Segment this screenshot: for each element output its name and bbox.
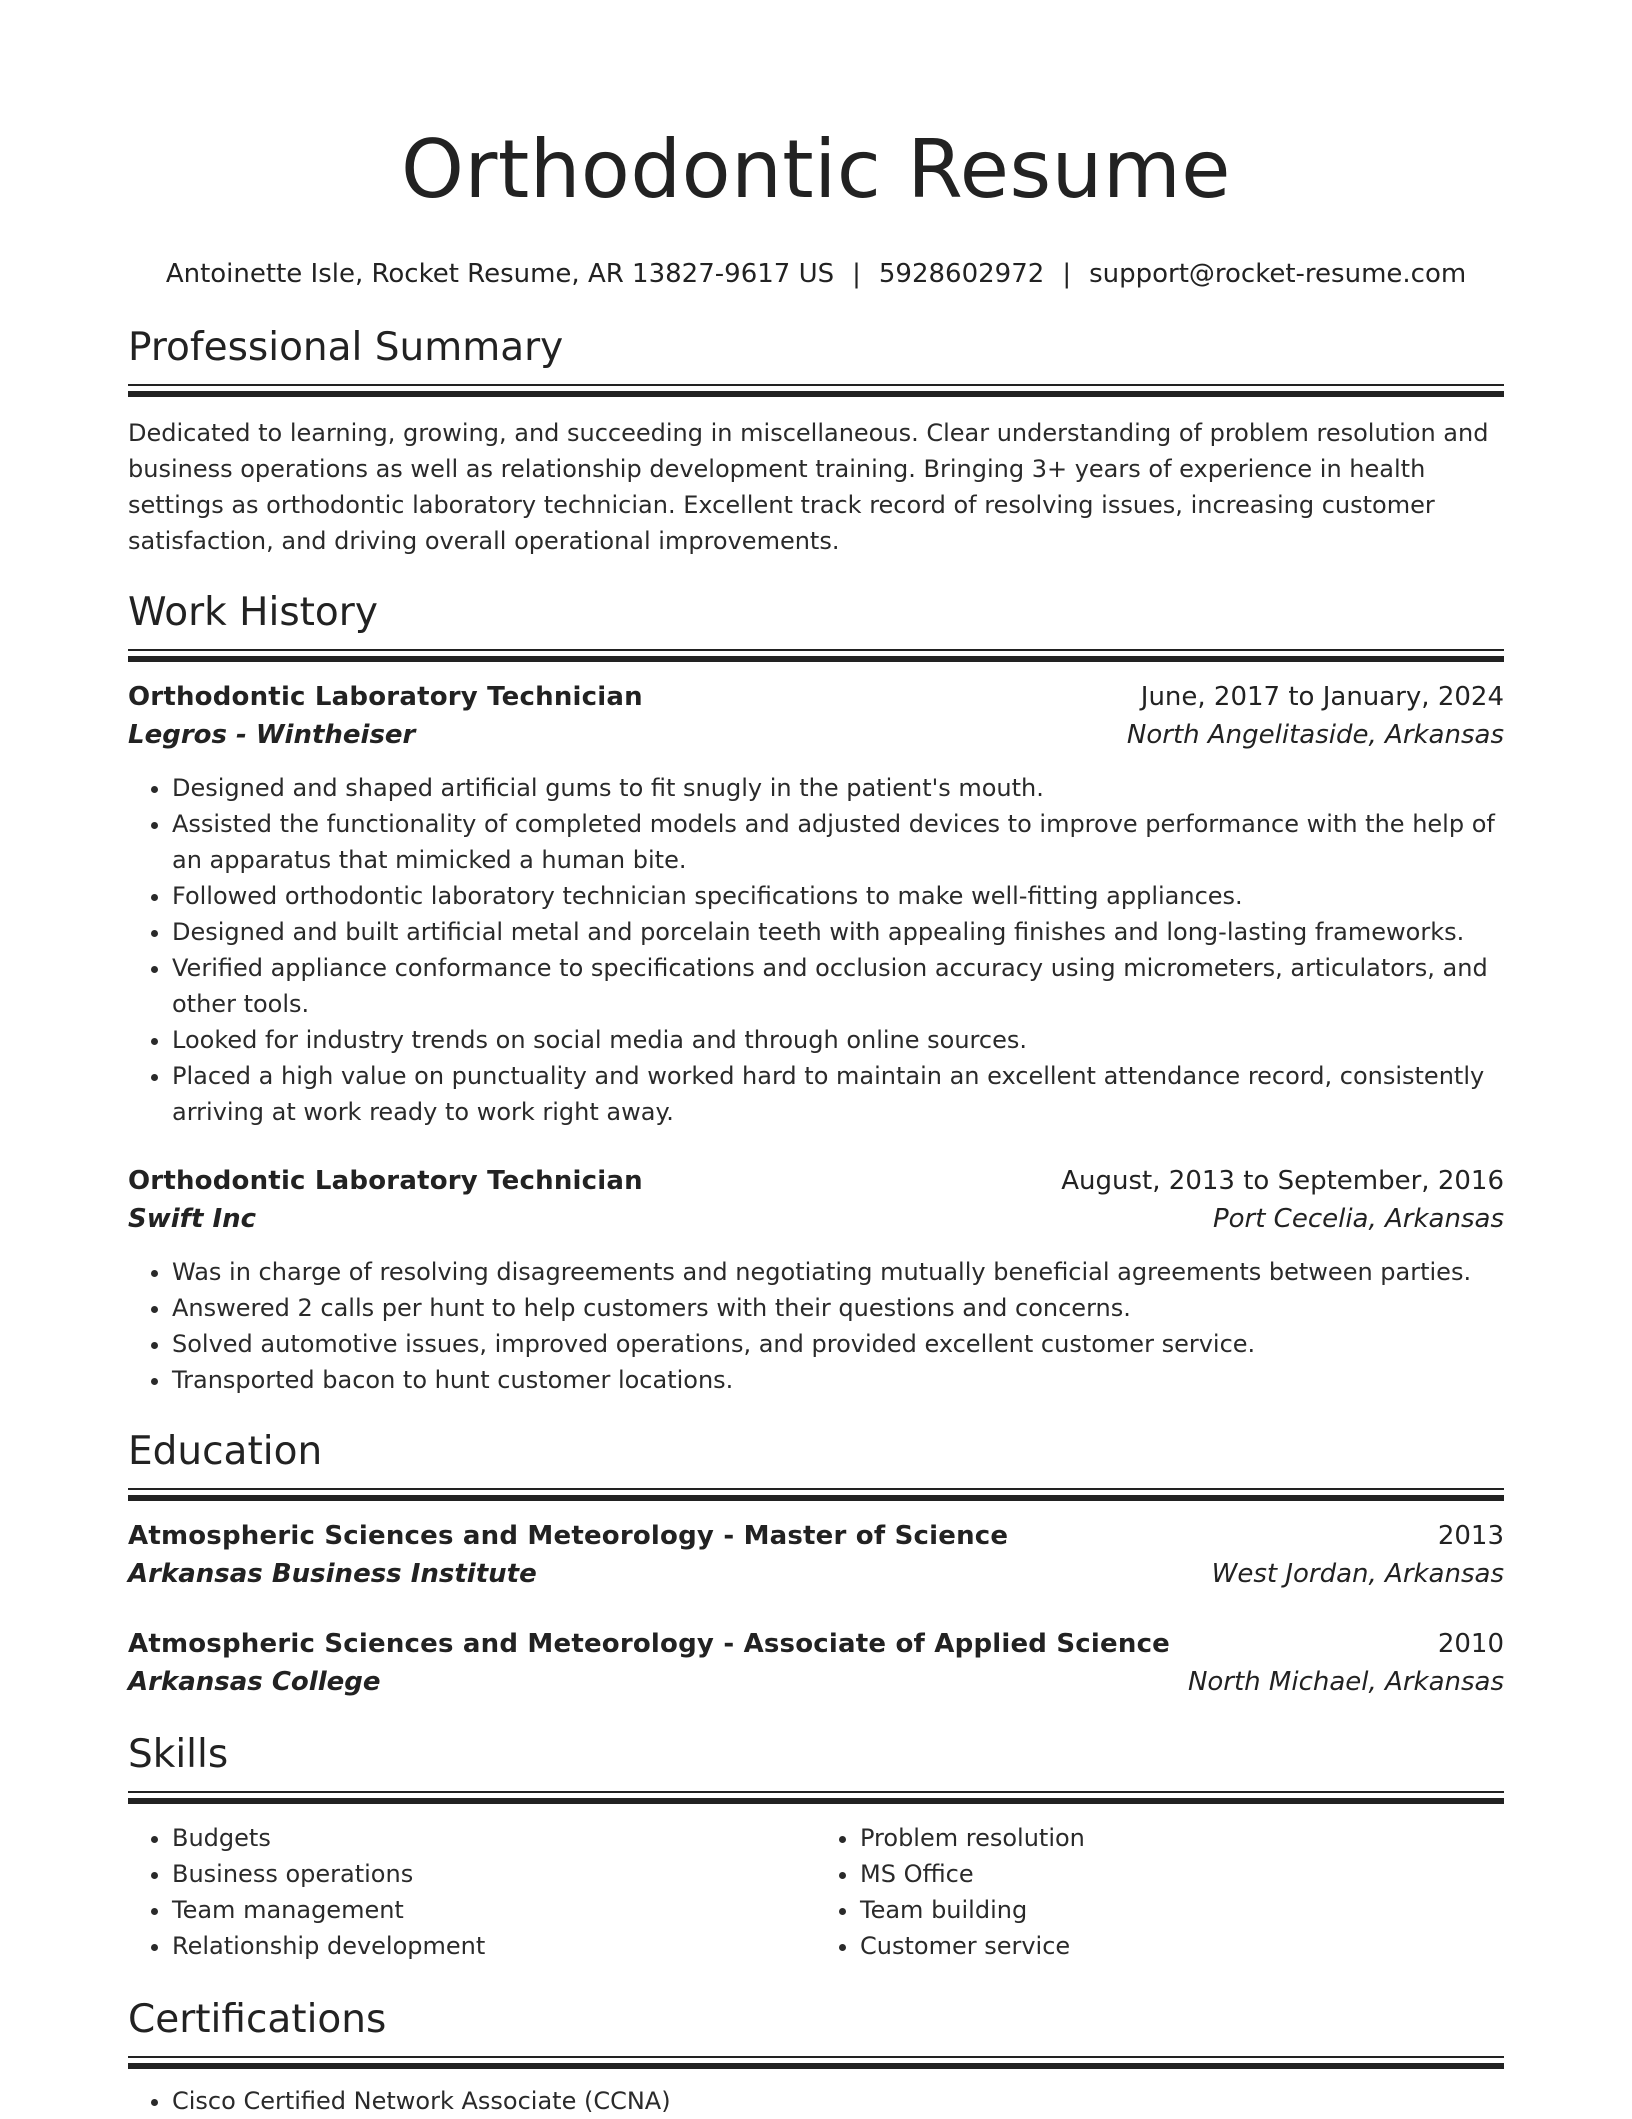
skill-item: • Business operations <box>172 1856 816 1892</box>
job-header-row <box>128 1162 1504 1200</box>
education-degree: Atmospheric Sciences and Meteorology - Associate of Applied Science <box>128 1629 1171 1659</box>
job-bullets <box>128 770 1504 1130</box>
job-entry <box>128 1162 1504 1398</box>
education-location: North Michael, Arkansas <box>1187 1667 1504 1697</box>
list-item: • Followed orthodontic laboratory technician specifications to make well-fitting appliances. <box>172 878 1504 914</box>
section-title-summary: Professional Summary <box>128 325 564 370</box>
list-item: • Answered 2 calls per hunt to help customers with their questions and concerns. <box>172 1290 1504 1326</box>
skill-item: • Problem resolution <box>860 1820 1504 1856</box>
job-company: Legros - Wintheiser <box>128 720 416 750</box>
contact-separator: | <box>1062 259 1072 289</box>
section-certifications <box>128 1996 1504 2119</box>
contact-phone: 5928602972 <box>878 259 1045 289</box>
section-education <box>128 1428 1504 1701</box>
contact-separator: | <box>852 259 861 289</box>
job-company-row <box>128 1200 1504 1238</box>
section-summary <box>128 324 1504 559</box>
job-bullets <box>128 1254 1504 1398</box>
list-item: • Placed a high value on punctuality and worked hard to maintain an excellent attendance record, consistently arriving at work ready to work right away. <box>172 1058 1504 1130</box>
education-school-row <box>128 1663 1504 1701</box>
education-location: West Jordan, Arkansas <box>1211 1559 1504 1589</box>
job-dates: June, 2017 to January, 2024 <box>1140 682 1504 712</box>
education-degree: Atmospheric Sciences and Meteorology - Master of Science <box>128 1521 1009 1551</box>
certification-item: • Cisco Certified Network Associate (CCNA) <box>172 2083 1504 2119</box>
list-item: • Transported bacon to hunt customer locations. <box>172 1362 1504 1398</box>
section-title-work-history: Work History <box>128 590 378 635</box>
list-item: • Looked for industry trends on social media and through online sources. <box>172 1022 1504 1058</box>
section-divider <box>128 1488 1504 1501</box>
certifications-list <box>128 2083 1504 2119</box>
list-item: • Was in charge of resolving disagreements and negotiating mutually beneficial agreements between parties. <box>172 1254 1504 1290</box>
section-title-skills: Skills <box>128 1732 229 1777</box>
list-item: • Assisted the functionality of completed models and adjusted devices to improve performance with the help of an apparatus that mimicked a human bite. <box>172 806 1504 878</box>
skill-item: • Team building <box>860 1892 1504 1928</box>
education-school-row <box>128 1555 1504 1593</box>
skill-item: • Customer service <box>860 1928 1504 1964</box>
job-company: Swift Inc <box>128 1204 257 1234</box>
job-entry <box>128 678 1504 1130</box>
skills-list-right <box>816 1820 1504 1964</box>
section-title-certifications: Certifications <box>128 1997 387 2042</box>
skill-item: • Team management <box>172 1892 816 1928</box>
section-skills <box>128 1731 1504 1964</box>
job-header-row <box>128 678 1504 716</box>
section-title-education: Education <box>128 1429 323 1474</box>
job-company-row <box>128 716 1504 754</box>
skill-item: • Budgets <box>172 1820 816 1856</box>
job-location: North Angelitaside, Arkansas <box>1126 720 1504 750</box>
skill-item: • Relationship development <box>172 1928 816 1964</box>
list-item: • Designed and shaped artificial gums to fit snugly in the patient's mouth. <box>172 770 1504 806</box>
education-header-row <box>128 1625 1504 1663</box>
education-year: 2013 <box>1437 1521 1504 1551</box>
job-location: Port Cecelia, Arkansas <box>1212 1204 1504 1234</box>
list-item: • Solved automotive issues, improved operations, and provided excellent customer service. <box>172 1326 1504 1362</box>
section-divider <box>128 384 1504 397</box>
job-title: Orthodontic Laboratory Technician <box>128 682 643 712</box>
education-year: 2010 <box>1437 1629 1504 1659</box>
job-title: Orthodontic Laboratory Technician <box>128 1166 643 1196</box>
education-entry <box>128 1517 1504 1593</box>
skills-list-left <box>128 1820 816 1964</box>
education-entry <box>128 1625 1504 1701</box>
section-divider <box>128 1791 1504 1804</box>
list-item: • Verified appliance conformance to specifications and occlusion accuracy using micrometers, articulators, and other tools. <box>172 950 1504 1022</box>
education-header-row <box>128 1517 1504 1555</box>
skill-item: • MS Office <box>860 1856 1504 1892</box>
education-school: Arkansas Business Institute <box>128 1559 537 1589</box>
education-school: Arkansas College <box>128 1667 381 1697</box>
section-work-history <box>128 589 1504 1398</box>
contact-address: Antoinette Isle, Rocket Resume, AR 13827-9617 US <box>165 259 835 289</box>
contact-line <box>128 258 1504 290</box>
section-divider <box>128 2056 1504 2069</box>
contact-email: support@rocket-resume.com <box>1089 259 1467 289</box>
list-item: • Designed and built artificial metal and porcelain teeth with appealing finishes and long-lasting frameworks. <box>172 914 1504 950</box>
summary-text: Dedicated to learning, growing, and succeeding in miscellaneous. Clear understanding of problem resolution and business operations as well as relationship development training. Bringing 3+ years of experience in health settings as orthodontic laboratory technician. Excellent track record of resolving issues, increasing customer satisfaction, and driving overall operational improvements. <box>128 419 1489 555</box>
resume-title: Orthodontic Resume <box>400 123 1232 216</box>
section-divider <box>128 649 1504 662</box>
skills-columns <box>128 1820 1504 1964</box>
job-dates: August, 2013 to September, 2016 <box>1061 1166 1504 1196</box>
